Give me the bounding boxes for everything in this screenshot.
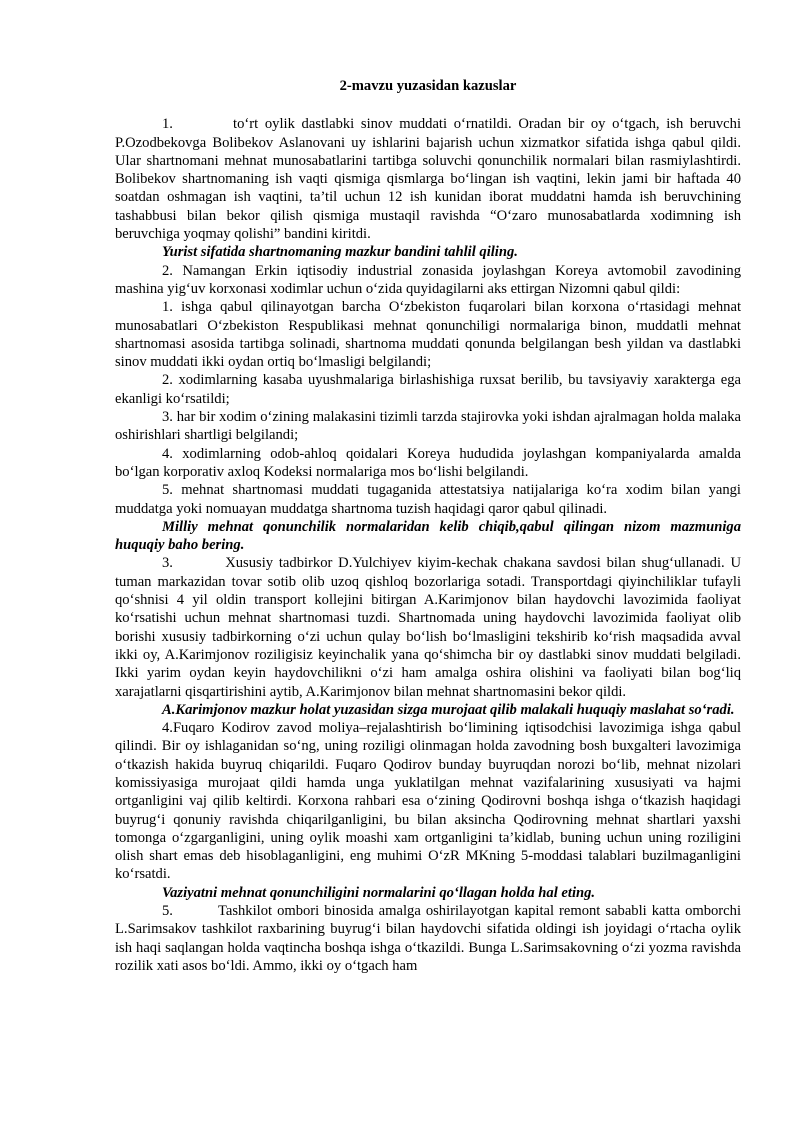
document-title: 2-mavzu yuzasidan kazuslar — [339, 78, 517, 94]
task-instruction: Yurist sifatida shartnomaning mazkur bandini tahlil qiling. — [162, 244, 518, 261]
case-paragraph: 2. Namangan Erkin iqtisodiy industrial zonasida joylashgan Koreya avtomobil zavodining mashina yig‘uv korxonasi xodimlar uchun o‘zida quyidagilarni aks ettirgan Nizomni qabul qildi: — [115, 262, 741, 297]
case-paragraph: 3. Xususiy tadbirkor D.Yulchiyev kiyim-kechak chakana savdosi bilan shug‘ullanadi. U tuman markazidan tovar sotib olib uzoq qishloq bozorlariga sotadi. Transportdagi qiyinchiliklar tufayli qo‘shnisi 4 yil oldin transport kollejini bitirgan A.Karimjonov bilan haydovchi lavozimida faoliyat ko‘rsatishi uchun mehnat shartnomasi tuzdi. Shartnomada uning haydovchi lavozimida faoliyat olib borishi xususiy tadbirkorning o‘zi uchun qulay bo‘lish bo‘lmasligini tekshirib ko‘rish maqsadida avval ikki oy, A.Karimjonov roziligisiz keyinchalik yana qo‘shimcha bir oy dastlabki sinov muddati belgiladi. Ikki yarim oydan keyin haydovchilikni o‘zi ham amalga oshira olishini va faoliyati bilan bog‘liq xarajatlarni qisqartirishini aytib, A.Karimjonov bilan mehnat shartnomasini bekor qildi. — [115, 555, 741, 700]
document-page — [115, 77, 741, 975]
task-instruction: Milliy mehnat qonunchilik normalaridan kelib chiqib,qabul qilingan nizom mazmuniga huquqiy baho bering. — [115, 518, 741, 554]
document-body — [115, 115, 741, 975]
case-paragraph: 5. mehnat shartnomasi muddati tugaganida attestatsiya natijalariga ko‘ra xodim bilan yangi muddatga yoki nomuayan muddatga shartnoma tuzish haqidagi qaror qabul qilinadi. — [115, 482, 741, 517]
case-paragraph: 1. to‘rt oylik dastlabki sinov muddati o‘rnatildi. Oradan bir oy o‘tgach, ish beruvchi P.Ozodbekovga Bolibekov Aslanovani uy ishlarini bajarish uchun xizmatkor sifatida ishga qabul qildi. Ular shartnomani mehnat munosabatlarini tartibga soluvchi qonunchilik normalari bilan rasmiylashtirdi. Bolibekov shartnomaning ish vaqti qismiga qismlarga bo‘lingan ish vaqtini, lekin jami bir haftada 40 soatdan oshmagan ish vaqtini, ta’til uchun 12 ish kunidan iborat muddatni hamda ish beruvchining tashabbusi bilan bekor qilish qismiga mustaqil ravishda “O‘zaro munosabatlarda xodimning ish beruvchiga yoqmay qolishi” bandini kiritdi. — [115, 116, 741, 243]
task-instruction: Vaziyatni mehnat qonunchiligini normalarini qo‘llagan holda hal eting. — [162, 884, 596, 901]
case-paragraph: 3. har bir xodim o‘zining malakasini tizimli tarzda stajirovka yoki ishdan ajralmagan holda malaka oshirishlari shartligi belgilandi; — [115, 409, 741, 444]
task-instruction: A.Karimjonov mazkur holat yuzasidan sizga murojaat qilib malakali huquqiy maslahat so‘radi. — [162, 701, 735, 718]
case-paragraph: 4.Fuqaro Kodirov zavod moliya–rejalashtirish bo‘limining iqtisodchisi lavozimiga ishga qabul qilindi. Bir oy ishlaganidan so‘ng, uning roziligi olinmagan holda zavodning bosh buxgalteri lavozimiga o‘tkazish hakida buyruq chiqarildi. Fuqaro Qodirov bunday buyruqdan norozi bo‘lib, mehnat nizolari komissiyasiga murojaat qildi hamda unga yuklatilgan mehnat vazifalarining xususiyati va hajmi ortganligini vaj qilib keltirdi. Korxona rahbari esa o‘zining Qodirovni boshqa ishga o‘tkazish haqidagi buyrug‘i qonuniy ravishda chiqarilganligini, bu bilan aksincha Qodirovning mehnat shartlari yaxshi tomonga o‘zgarganligini, uning oylik moashi xam ortganligini ta’kidlab, buning uchun uning roziligini olish shart emas deb hisoblaganligini, eng muhimi O‘zR MKning 5-moddasi talablari buzilmaganligini ko‘rsatdi. — [115, 720, 741, 883]
case-paragraph: 4. xodimlarning odob-ahloq qoidalari Koreya hududida joylashgan kompaniyalarda amalda bo‘lgan korporativ axloq Kodeksi normalariga mos bo‘lishi belgilandi. — [115, 445, 741, 480]
case-paragraph: 2. xodimlarning kasaba uyushmalariga birlashishiga ruxsat berilib, bu tavsiyaviy xarakterga ega ekanligi ko‘rsatildi; — [115, 372, 741, 407]
case-paragraph: 5. Tashkilot ombori binosida amalga oshirilayotgan kapital remont sababli katta omborchi L.Sarimsakov tashkilot raxbarining buyrug‘i bilan haydovchi sifatida oldingi ish joyidagi o‘rtacha oylik ish haqi saqlangan holda vaqtincha boshqa ishga o‘tkazildi. Bunga L.Sarimsakovning o‘zi yozma ravishda rozilik xati asos bo‘ldi. Ammo, ikki oy o‘tgach ham — [115, 903, 741, 974]
case-paragraph: 1. ishga qabul qilinayotgan barcha O‘zbekiston fuqarolari bilan korxona o‘rtasidagi mehnat munosabatlari O‘zbekiston Respublikasi mehnat qonunchiligi normalariga binon, muddatli mehnat shartnomasi asosida tartibga solinadi, shartnoma muddati qonunda belgilangan besh yildan va dastlabki sinov muddati ikki oydan ortiq bo‘lmasligi belgilandi; — [115, 299, 741, 371]
